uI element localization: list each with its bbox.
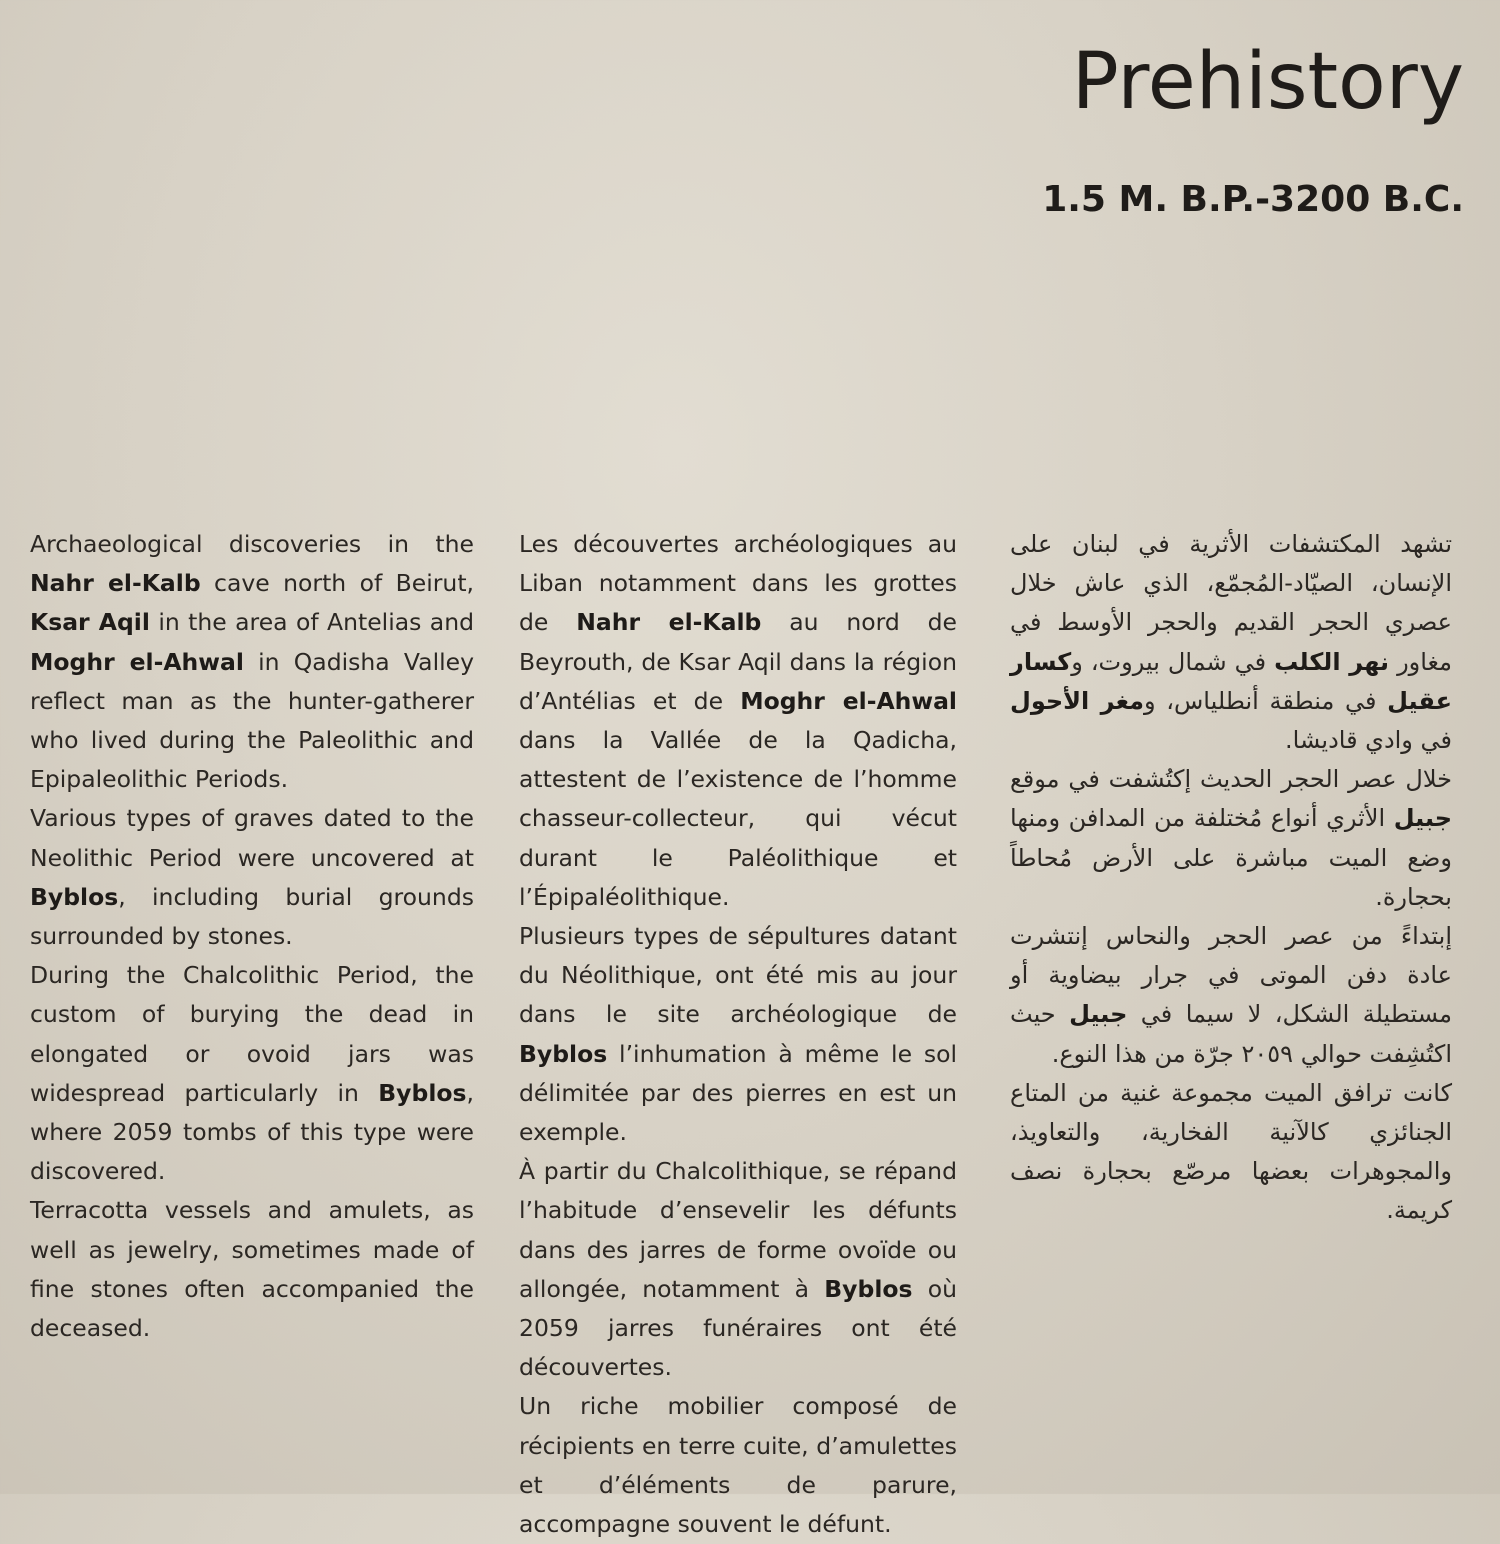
arabic-paragraph-3: إبتداءً من عصر الحجر والنحاس إنتشرت عادة دفن الموتى في جرار بيضاوية أو مستطيلة الشكل، لا سيما في جبيل حيث اكتُشِفت حوالي ٢٠٥٩ جرّة من هذا النوع. — [1010, 922, 1452, 1068]
site-name: Moghr el-Ahwal — [30, 647, 244, 676]
site-name: Moghr el-Ahwal — [740, 686, 957, 715]
french-paragraph-1: Les découvertes archéologiques au Liban notamment dans les grottes de Nahr el-Kalb au nord de Beyrouth, de Ksar Aqil dans la région d’Antélias et de Moghr el-Ahwal dans la Vallée de la Qadicha, attestent de l’existence de l’homme chasseur-collecteur, qui vécut durant le Paléolithique et l’Épipaléolithique. — [519, 530, 957, 911]
site-name: جبيل — [1393, 804, 1452, 833]
site-name: جبيل — [1069, 1000, 1128, 1029]
french-paragraph-2: Plusieurs types de sépultures datant du Néolithique, ont été mis au jour dans le site archéologique de Byblos l’inhumation à même le sol délimitée par des pierres en est un exemple. — [519, 922, 957, 1147]
english-paragraph-1: Archaeological discoveries in the Nahr el-Kalb cave north of Beirut, Ksar Aqil in the area of Antelias and Moghr el-Ahwal in Qadisha Valley reflect man as the hunter-gatherer who lived during the Paleolithic and Epipaleolithic Periods. — [30, 530, 475, 794]
english-text-column — [30, 525, 474, 1348]
site-name: Byblos — [378, 1078, 467, 1107]
french-paragraph-4: Un riche mobilier composé de récipients en terre cuite, d’amulettes et d’éléments de parure, accompagne souvent le défunt. — [519, 1392, 957, 1539]
site-name: Nahr el-Kalb — [30, 569, 201, 598]
site-name: مغر الأحول — [1010, 686, 1144, 715]
english-paragraph-2: Various types of graves dated to the Neolithic Period were uncovered at Byblos, including burial grounds surrounded by stones. — [30, 804, 474, 951]
english-paragraph-3: During the Chalcolithic Period, the custom of burying the dead in elongated or ovoid jars was widespread particularly in Byblos, where 2059 tombs of this type were discovered. — [30, 961, 474, 1186]
arabic-text-column — [1010, 525, 1452, 1231]
site-name: كسار عقيل — [1010, 647, 1452, 715]
french-text-column — [519, 525, 957, 1544]
site-name: نهر الكلب — [1274, 647, 1390, 676]
page-title: Prehistory — [1071, 37, 1464, 127]
site-name: Nahr el-Kalb — [576, 608, 762, 637]
site-name: Ksar Aqil — [30, 608, 150, 637]
english-paragraph-4: Terracotta vessels and amulets, as well as jewelry, sometimes made of fine stones often accompanied the deceased. — [30, 1196, 474, 1343]
date-range: 1.5 M. B.P.-3200 B.C. — [1042, 179, 1464, 220]
arabic-paragraph-4: كانت ترافق الميت مجموعة غنية من المتاع الجنائزي كالآنية الفخارية، والتعاويذ، والمجوهرات بعضها مرصّع بحجارة نصف كريمة. — [1010, 1078, 1452, 1225]
site-name: Byblos — [519, 1039, 608, 1068]
site-name: Byblos — [30, 882, 119, 911]
arabic-paragraph-1: تشهد المكتشفات الأثرية في لبنان على الإنسان، الصيّاد-المُجمّع، الذي عاش خلال عصري الحجر القديم والحجر الأوسط في مغاور نهر الكلب في شمال بيروت، وكسار عقيل في منطقة أنطلياس، ومغر الأحول في وادي قاديشا. — [1010, 530, 1452, 755]
french-paragraph-3: À partir du Chalcolithique, se répand l’habitude d’ensevelir les défunts dans des jarres de forme ovoïde ou allongée, notamment à Byblos où 2059 jarres funéraires ont été découvertes. — [519, 1157, 957, 1382]
site-name: Byblos — [824, 1274, 913, 1303]
arabic-paragraph-2: خلال عصر الحجر الحديث إكتُشفت في موقع جبيل الأثري أنواع مُختلفة من المدافن ومنها وضع الميت مباشرة على الأرض مُحاطاً بحجارة. — [1010, 765, 1452, 911]
